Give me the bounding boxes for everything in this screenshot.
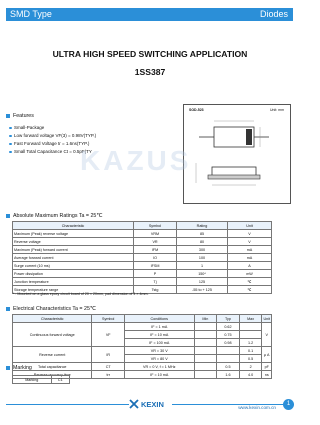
table-row <box>13 278 272 286</box>
table-cell: mW <box>228 270 272 278</box>
table-cell: 1 <box>177 262 228 270</box>
table-cell: -55 to + 125 <box>177 286 228 294</box>
table-row: VR = 80 V 0.5 <box>13 355 272 363</box>
section-marker-icon <box>6 114 10 118</box>
table-cell: Tj <box>134 278 177 286</box>
table-cell: IO <box>134 254 177 262</box>
table-cell: VRM <box>134 230 177 238</box>
header-bar <box>6 8 293 21</box>
package-drawing <box>183 104 291 204</box>
marking-table <box>12 375 70 384</box>
table-cell: Tstg <box>134 286 177 294</box>
table-cell: Maximum (Peak) reverse voltage <box>13 230 134 238</box>
table-row <box>13 238 272 246</box>
abs-max-heading: Absolute Maximum Ratings Ta = 25℃ <box>6 213 102 219</box>
table-cell: Storage temperature range <box>13 286 134 294</box>
table-header-row: Characteristic Symbol Rating Unit <box>13 222 272 230</box>
feature-item: Low forward voltage VF(3) = 0.98V(TYP.) <box>9 132 96 140</box>
table-row: Continuous forward voltage VF IF = 1 mA 0.62 V <box>13 323 272 331</box>
table-cell: V <box>228 230 272 238</box>
table-row: IF = 10 mA 0.75 <box>13 331 272 339</box>
table-cell: Reverse voltage <box>13 238 134 246</box>
part-number: 1SS387 <box>134 67 166 77</box>
table-row <box>13 270 272 278</box>
watermark: KAZUS <box>80 145 192 176</box>
table-cell: VR <box>134 238 177 246</box>
table-row <box>13 254 272 262</box>
table-cell: Maximum (Peak) forward current <box>13 246 134 254</box>
table-cell: mA <box>228 246 272 254</box>
website-link[interactable]: www.kexin.com.cn <box>238 405 276 410</box>
table-cell: P <box>134 270 177 278</box>
feature-item: Small-Package <box>9 124 96 132</box>
doc-title: ULTRA HIGH SPEED SWITCHING APPLICATION <box>52 49 248 59</box>
brand-logo: KEXIN <box>129 398 172 410</box>
table-row: Marking C1 <box>13 376 70 384</box>
table-cell: mA <box>228 254 272 262</box>
table-cell: Surge current (10 ms) <box>13 262 134 270</box>
elec-table <box>12 314 272 379</box>
table-row <box>13 262 272 270</box>
marking-heading: Marking <box>6 365 32 371</box>
table-row: IF = 100 mA 0.98 1.2 <box>13 339 272 347</box>
table-row: Total capacitance CT VR = 0 V, f = 1 MHz 0.5 2 pF <box>13 363 272 371</box>
table-cell: 300 <box>177 246 228 254</box>
table-cell: 85 <box>177 230 228 238</box>
package-name: SOD-523 <box>189 108 204 112</box>
table-cell: ℃ <box>228 278 272 286</box>
table-cell: IFM <box>134 246 177 254</box>
page-number: 1 <box>283 399 294 410</box>
header-left: SMD Type <box>10 9 52 19</box>
feature-item: Fast Forward Voltage tr = 1.6ns(TYP.) <box>9 140 96 148</box>
table-cell: V <box>228 238 272 246</box>
table-cell: Power dissipation <box>13 270 134 278</box>
table-cell: 80 <box>177 238 228 246</box>
table-row <box>13 246 272 254</box>
table-cell: Average forward current <box>13 254 134 262</box>
abs-max-table <box>12 221 272 294</box>
table-cell: 150* <box>177 270 228 278</box>
elec-heading: Electrical Characteristics Ta = 25℃ <box>6 306 96 312</box>
header-right: Diodes <box>259 9 288 19</box>
table-cell: 125 <box>177 278 228 286</box>
features-heading: Features <box>6 113 34 119</box>
package-outline-icon <box>184 105 290 203</box>
abs-max-note: * : Mounted on a glass epoxy circuit board of 20 × 20mm, pad dimension of 4 × 4mm. <box>13 292 149 296</box>
section-marker-icon <box>6 366 10 370</box>
package-unit: Unit: mm <box>270 108 284 112</box>
table-header-row: Characteristic Symbol Conditions Min Typ Max Unit <box>13 315 272 323</box>
table-cell: ℃ <box>228 286 272 294</box>
table-row: Reverse current IR VR = 30 V 0.1 μ A <box>13 347 272 355</box>
table-row: Reverse recovery time trr IF = 10 mA 1.6 4.0 ns <box>13 371 272 379</box>
feature-item: Small Total Capacitance Ct = 0.5pF(TY <box>9 148 96 156</box>
section-marker-icon <box>6 214 10 218</box>
table-cell: A <box>228 262 272 270</box>
table-cell: IFSM <box>134 262 177 270</box>
logo-icon <box>129 399 139 409</box>
table-cell: Junction temperature <box>13 278 134 286</box>
table-cell: 100 <box>177 254 228 262</box>
table-row <box>13 230 272 238</box>
section-marker-icon <box>6 307 10 311</box>
